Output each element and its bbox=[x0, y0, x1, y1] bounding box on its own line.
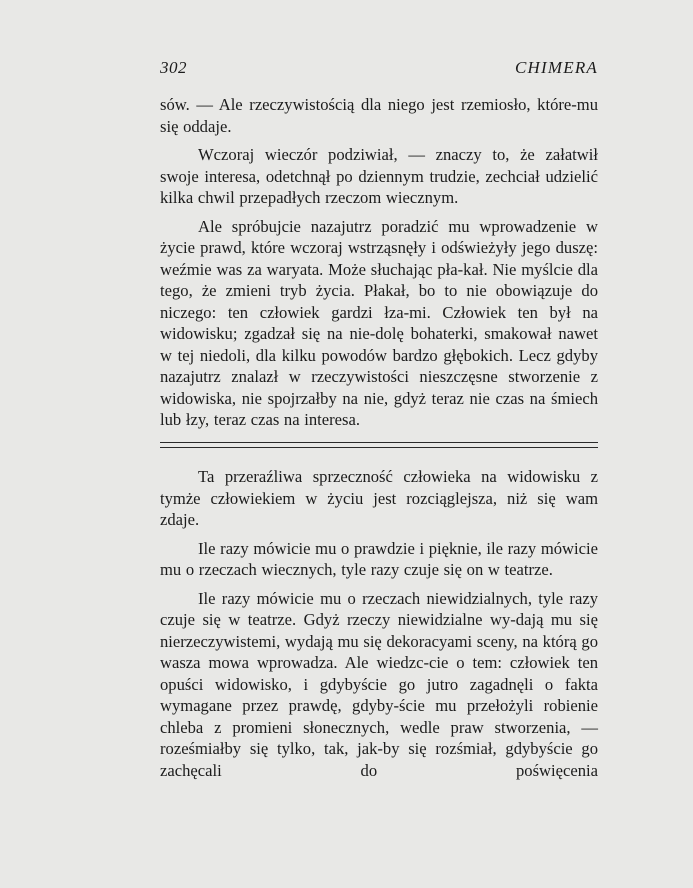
running-title: CHIMERA bbox=[515, 58, 598, 77]
page-number: 302 bbox=[160, 58, 187, 77]
text-section-1 bbox=[160, 94, 598, 438]
divider-rule-top bbox=[160, 442, 598, 443]
paragraph-continued: sów. — Ale rzeczywistością dla niego jest rzemiosło, które-mu się oddaje. bbox=[160, 95, 598, 136]
section-divider bbox=[160, 442, 598, 449]
paragraph: Wczoraj wieczór podziwiał, — znaczy to, że załatwił swoje interesa, odetchnął po dziennym trudzie, zechciał udzielić kilka chwil przepadłych rzeczom wiecznym. bbox=[160, 145, 598, 207]
divider-rule-bottom bbox=[160, 447, 598, 448]
paragraph: Ile razy mówicie mu o rzeczach niewidzialnych, tyle razy czuje się w teatrze. Gdyż rzeczy niewidzialne wy-dają mu się nierzeczywistemi, wydają mu się dekoracyami sceny, na którą go wasza mowa wprowadza. Ale wiedzc-cie o tem: człowiek ten opuści widowisko, i gdybyście go jutro zagadnęli o fakta wymagane przez prawdę, gdyby-ście mu przełożyli robienie chleba z promieni słonecznych, wedle praw stworzenia, — roześmiałby się tylko, tak, jak-by się rozśmiał, gdybyście go zachęcali do poświęcenia bbox=[160, 588, 598, 780]
paragraph: Ale spróbujcie nazajutrz poradzić mu wprowadzenie w życie prawd, które wczoraj wstrząsnęły i odświeżyły jego duszę: weźmie was za waryata. Może słuchając pła-kał. Nie myślcie dla tego, że zmieni tryb życia. Płakał, bo to nie obowiązuje do niczego: ten człowiek gardzi łza-mi. Człowiek ten był na widowisku; zgadzał się na nie-dolę bohaterki, smakował nawet w tej niedoli, dla kilku powodów bardzo głębokich. Lecz gdyby nazajutrz znalazł w rzeczywistości nieszczęsne stworzenie z widowiska, nie spojrzałby na nie, gdyż teraz nie czas na śmiech lub łzy, teraz czas na interesa. bbox=[160, 216, 598, 429]
text-section-2 bbox=[160, 466, 598, 788]
paragraph: Ile razy mówicie mu o prawdzie i pięknie, ile razy mówicie mu o rzeczach wiecznych, tyle razy czuje się on w teatrze. bbox=[160, 538, 598, 579]
paragraph: Ta przeraźliwa sprzeczność człowieka na widowisku z tymże człowiekiem w życiu jest rozciąglejsza, niż się wam zdaje. bbox=[160, 467, 598, 529]
page-header bbox=[160, 58, 598, 80]
